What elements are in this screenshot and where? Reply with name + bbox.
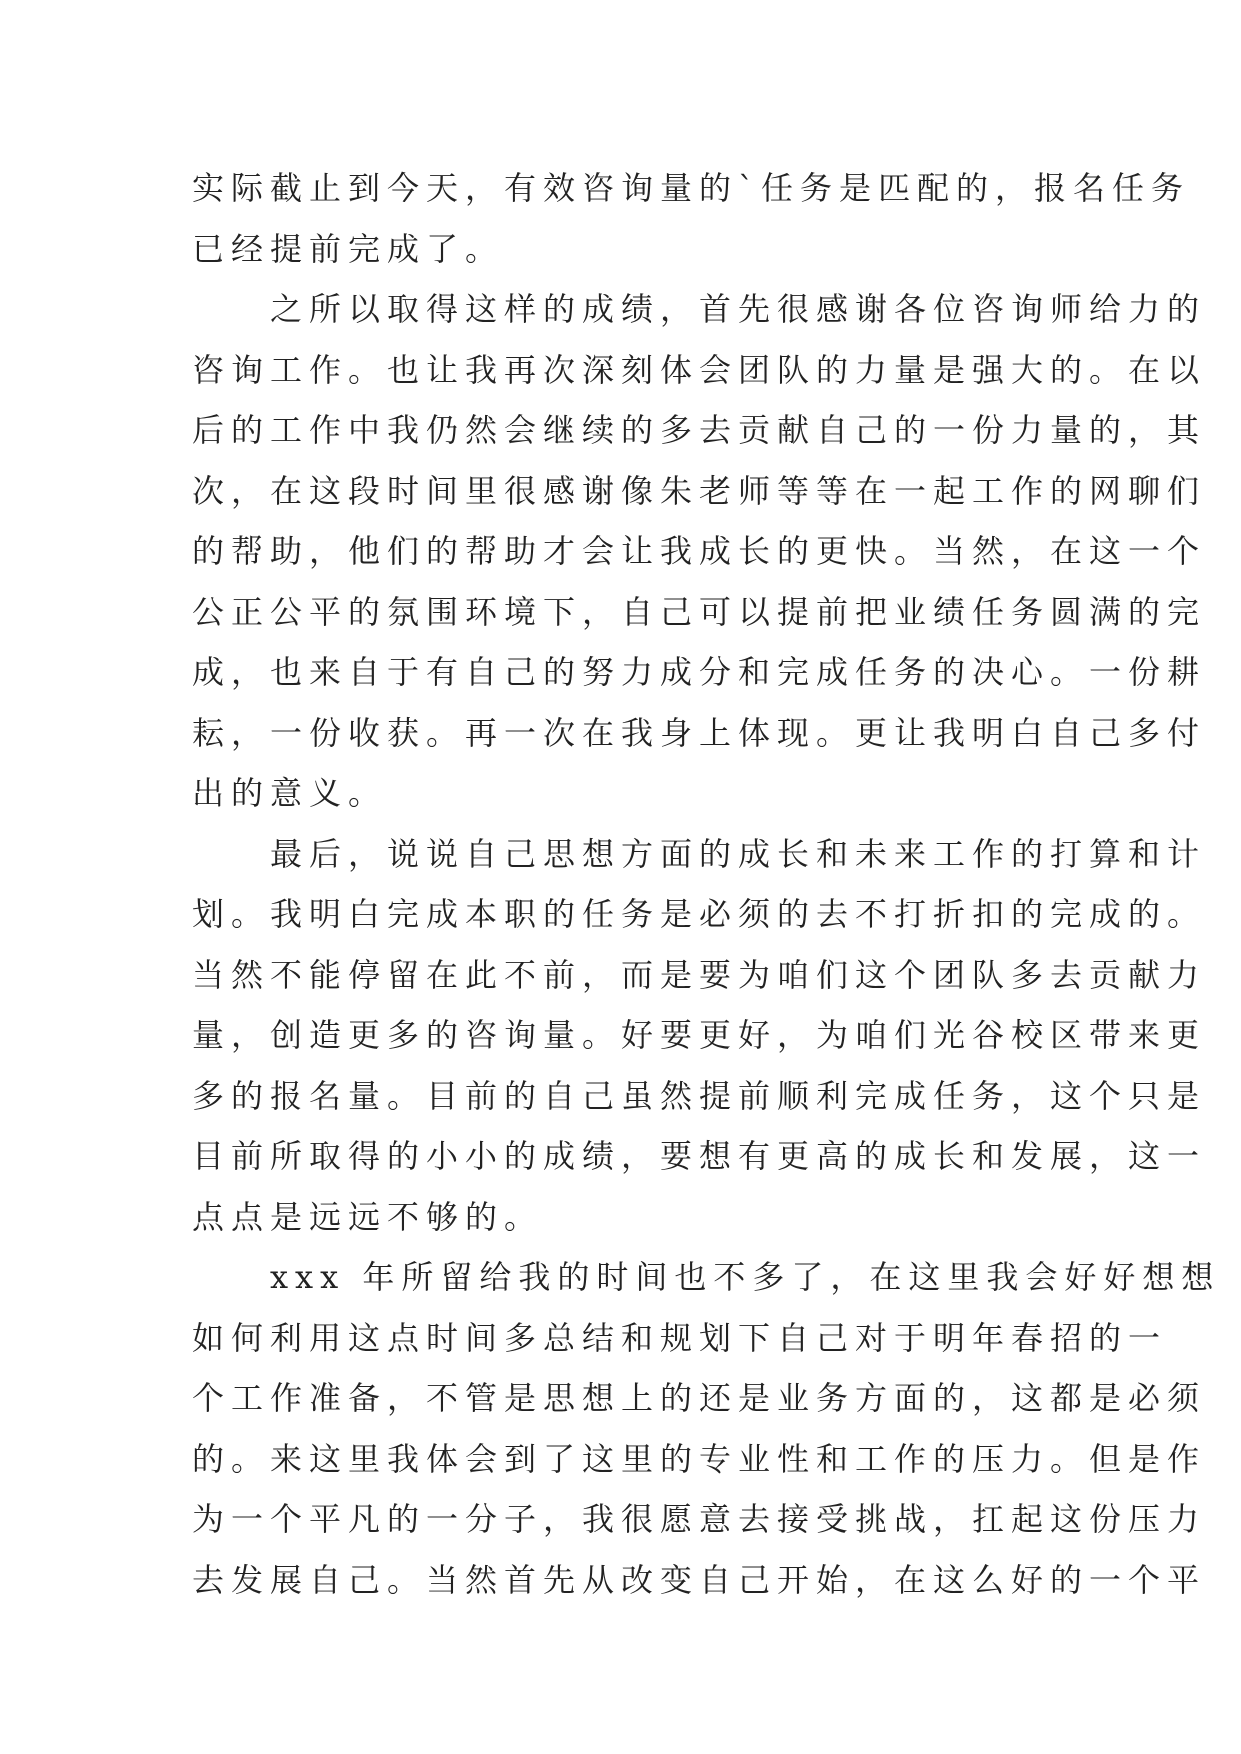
text-line: 实际截止到今天，有效咨询量的`任务是匹配的，报名任务 (192, 169, 1191, 207)
text-line: 目前所取得的小小的成绩，要想有更高的成长和发展，这一 (192, 1137, 1207, 1175)
text-line: 耘，一份收获。再一次在我身上体现。更让我明白自己多付 (192, 713, 1207, 752)
text-line: 咨询工作。也让我再次深刻体会团队的力量是强大的。在以 (192, 350, 1207, 389)
text-line: 成，也来自于有自己的努力成分和完成任务的决心。一份耕 (192, 653, 1207, 691)
text-line: 多的报名量。目前的自己虽然提前顺利完成任务，这个只是 (192, 1076, 1207, 1115)
paragraph-start-line: 最后，说说自己思想方面的成长和未来工作的打算和计 (270, 834, 1207, 873)
text-line: 如何利用这点时间多总结和规划下自己对于明年春招的一 (192, 1318, 1168, 1357)
text-line: 的帮助，他们的帮助才会让我成长的更快。当然，在这一个 (192, 532, 1207, 570)
paragraph-start-line: xxx 年所留给我的时间也不多了，在这里我会好好想想 (270, 1258, 1221, 1296)
text-line: 当然不能停留在此不前，而是要为咱们这个团队多去贡献力 (192, 955, 1207, 994)
paragraph-start-line: 之所以取得这样的成绩，首先很感谢各位咨询师给力的 (270, 290, 1207, 328)
text-line: 出的意义。 (192, 774, 388, 812)
text-line: 后的工作中我仍然会继续的多去贡献自己的一份力量的，其 (192, 411, 1207, 449)
text-line: 点点是远远不够的。 (192, 1197, 544, 1236)
text-line: 已经提前完成了。 (192, 229, 505, 268)
text-line: 个工作准备，不管是思想上的还是业务方面的，这都是必须 (192, 1379, 1207, 1417)
text-line: 次，在这段时间里很感谢像朱老师等等在一起工作的网聊们 (192, 471, 1207, 510)
body-text (192, 158, 1221, 1610)
text-line: 划。我明白完成本职的任务是必须的去不打折扣的完成的。 (192, 895, 1207, 933)
text-line: 去发展自己。当然首先从改变自己开始，在这么好的一个平 (192, 1560, 1207, 1599)
text-line: 为一个平凡的一分子，我很愿意去接受挑战，扛起这份压力 (192, 1500, 1207, 1538)
text-line: 公正公平的氛围环境下，自己可以提前把业绩任务圆满的完 (192, 592, 1207, 631)
text-line: 量，创造更多的咨询量。好要更好，为咱们光谷校区带来更 (192, 1016, 1207, 1054)
text-line: 的。来这里我体会到了这里的专业性和工作的压力。但是作 (192, 1439, 1207, 1478)
